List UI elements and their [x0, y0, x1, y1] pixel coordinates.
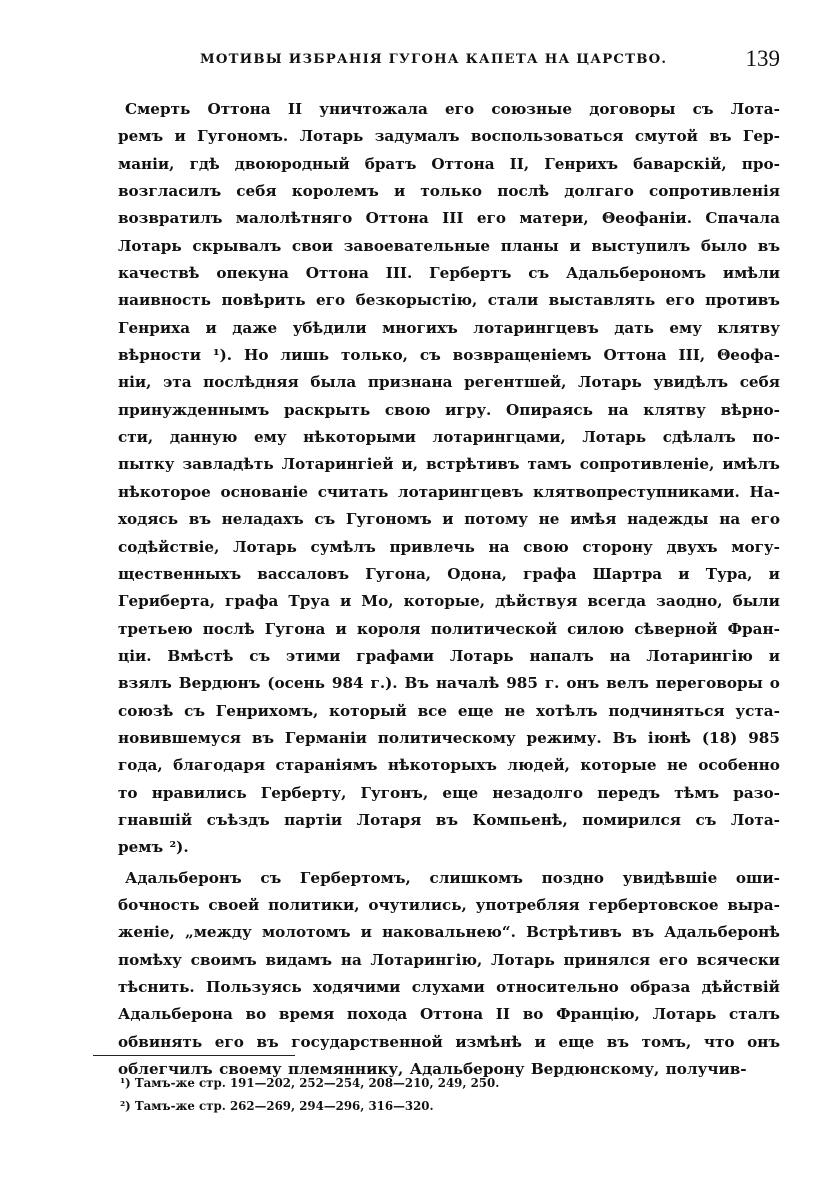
body-text: [118, 96, 780, 1083]
text-line: возгласилъ себя королемъ и только послѣ долгаго сопротивленія: [118, 182, 780, 201]
text-line: Генриха и даже убѣдили многихъ лотарингцевъ дать ему клятву: [118, 318, 780, 337]
text-line: ціи. Вмѣстѣ съ этими графами Лотарь напалъ на Лотарингію и: [118, 646, 780, 665]
text-line: нѣкоторое основаніе считать лотарингцевъ клятвопреступниками. На-: [118, 482, 780, 501]
text-line: ніи, эта послѣдняя была признана регентшей, Лотарь увидѣлъ себя: [118, 373, 780, 392]
text-line: тѣснить. Пользуясь ходячими слухами относительно образа дѣйствій: [118, 978, 780, 996]
paragraph: [118, 96, 780, 862]
text-line: принужденнымъ раскрыть свою игру. Опираясь на клятву вѣрно-: [118, 400, 780, 419]
text-line: сти, данную ему нѣкоторыми лотарингцами, Лотарь сдѣлалъ по-: [118, 428, 780, 447]
text-line: облегчилъ своему племяннику, Адальберону Вердюнскому, получив-: [118, 1060, 747, 1079]
text-line: то нравились Герберту, Гугонъ, еще незадолго передъ тѣмъ разо-: [118, 783, 780, 802]
text-line: Лотарь скрывалъ свои завоевательные планы и выступилъ было въ: [118, 236, 780, 255]
text-line: обвинять его въ государственной измѣнѣ и еще въ томъ, что онъ: [118, 1032, 780, 1051]
page-number: 139: [745, 46, 780, 71]
text-line: помѣху своимъ видамъ на Лотарингію, Лотарь принялся его всячески: [118, 950, 780, 969]
text-line: щественныхъ вассаловъ Гугона, Одона, графа Шартра и Тура, и: [118, 564, 780, 583]
text-line: пытку завладѣть Лотарингіей и, встрѣтивъ тамъ сопротивленіе, имѣлъ: [118, 455, 780, 474]
text-line: ремъ и Гугономъ. Лотарь задумалъ воспользоваться смутой въ Гер-: [118, 127, 780, 146]
text-line: гнавшій съѣздъ партіи Лотаря въ Компьенѣ, помирился съ Лота-: [118, 810, 780, 829]
footnote: ¹) Тамъ-же стр. 191—202, 252—254, 208—210, 249, 250.: [120, 1076, 500, 1090]
text-line: качествѣ опекуна Оттона III. Гербертъ съ Адальберономъ имѣли: [118, 264, 780, 283]
text-line: Адальберона во время похода Оттона II во Францію, Лотарь сталъ: [118, 1005, 780, 1024]
text-line: содѣйствіе, Лотарь сумѣлъ привлечь на свою сторону двухъ могу-: [118, 537, 780, 556]
text-line: наивность повѣрить его безкорыстію, стали выставлять его противъ: [118, 291, 780, 310]
text-line: бочность своей политики, очутились, употребляя гербертовское выра-: [118, 895, 780, 914]
text-line: новившемуся въ Германіи политическому режиму. Въ іюнѣ (18) 985: [118, 728, 780, 747]
text-line: ходясь въ неладахъ съ Гугономъ и потому не имѣя надежды на его: [118, 510, 780, 529]
paragraph: [118, 865, 780, 1084]
footnote-rule: [93, 1055, 295, 1056]
text-line: маніи, гдѣ двоюродный братъ Оттона II, Генрихъ баварскій, про-: [118, 154, 780, 173]
running-title: МОТИВЫ ИЗБРАНІЯ ГУГОНА КАПЕТА НА ЦАРСТВО.: [200, 52, 668, 67]
footnotes: [120, 1072, 720, 1118]
text-line: года, благодаря стараніямъ нѣкоторыхъ людей, которые не особенно: [118, 756, 780, 775]
text-line: Гериберта, графа Труа и Мо, которые, дѣйствуя всегда заодно, были: [118, 592, 780, 611]
text-line: Смерть Оттона II уничтожала его союзные договоры съ Лота-: [125, 100, 780, 118]
text-line: ремъ ²).: [118, 838, 189, 857]
footnote: ²) Тамъ-же стр. 262—269, 294—296, 316—320.: [120, 1099, 434, 1113]
text-line: возвратилъ малолѣтняго Оттона III его матери, Θеофаніи. Спачала: [118, 209, 780, 228]
text-line: вѣрности ¹). Но лишь только, съ возвращеніемъ Оттона III, Θеофа-: [118, 346, 780, 365]
text-line: взялъ Вердюнъ (осень 984 г.). Въ началѣ 985 г. онъ велъ переговоры о: [118, 674, 780, 693]
text-line: союзѣ съ Генрихомъ, который все еще не хотѣлъ подчиняться уста-: [118, 701, 780, 720]
text-line: Адальберонъ съ Гербертомъ, слишкомъ поздно увидѣвшіе оши-: [125, 868, 780, 887]
text-line: третьею послѣ Гугона и короля политической силою сѣверной Фран-: [118, 619, 780, 638]
running-head: [200, 46, 780, 76]
text-line: женіе, „между молотомъ и наковальнею“. Встрѣтивъ въ Адальберонѣ: [118, 923, 780, 942]
